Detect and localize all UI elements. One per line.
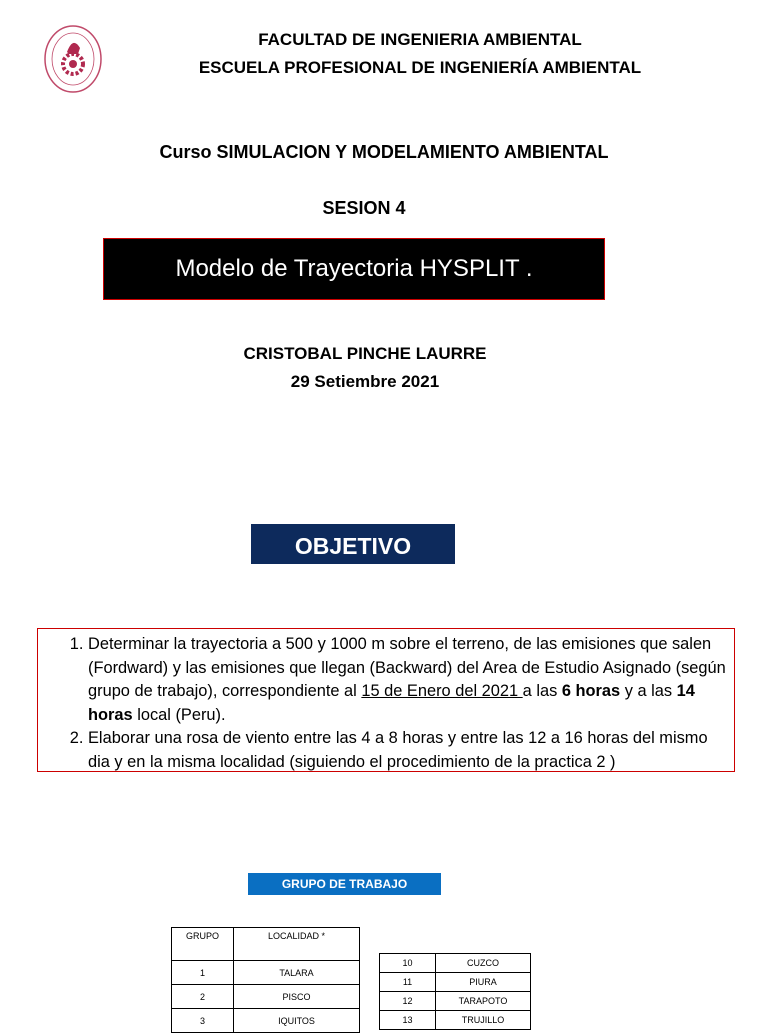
group-number: 2 (172, 985, 234, 1009)
table-row (380, 992, 531, 1011)
group-number: 12 (380, 992, 436, 1011)
group-locality: PISCO (234, 985, 360, 1009)
table-header-row (172, 928, 360, 961)
table-row (380, 1011, 531, 1030)
table-row (172, 961, 360, 985)
table-row (380, 973, 531, 992)
group-number: 3 (172, 1009, 234, 1033)
course-title (0, 142, 768, 163)
group-locality: PIURA (436, 973, 531, 992)
group-number: 1 (172, 961, 234, 985)
objectives-box (37, 628, 735, 772)
groups-table-2 (379, 953, 531, 1030)
objective-item-2: 2. Elaborar una rosa de viento entre las 4 a 8 horas y entre las 12 a 16 horas del mismo dia y en la misma localidad (siguiendo el procedimiento de la practica 2 ) (88, 727, 726, 774)
session-label: SESION 4 (322, 198, 406, 218)
group-number: 10 (380, 954, 436, 973)
group-locality: IQUITOS (234, 1009, 360, 1033)
groups-table-1 (171, 927, 360, 1033)
header-localidad: LOCALIDAD * (234, 928, 360, 961)
group-number: 11 (380, 973, 436, 992)
faculty-title: FACULTAD DE INGENIERIA AMBIENTAL (258, 30, 582, 49)
school-title: ESCUELA PROFESIONAL DE INGENIERÍA AMBIENTAL (198, 58, 642, 77)
presentation-date: 29 Setiembre 2021 (290, 372, 440, 391)
work-group-heading: GRUPO DE TRABAJO (248, 873, 441, 895)
header-grupo: GRUPO (172, 928, 234, 961)
group-locality: TALARA (234, 961, 360, 985)
table-row (380, 954, 531, 973)
group-locality: CUZCO (436, 954, 531, 973)
table-row (172, 985, 360, 1009)
group-locality: TARAPOTO (436, 992, 531, 1011)
author-name: CRISTOBAL PINCHE LAURRE (243, 344, 487, 363)
presentation-title: Modelo de Trayectoria HYSPLIT . (103, 238, 605, 300)
objective-item-1: 1. Determinar la trayectoria a 500 y 1000 m sobre el terreno, de las emisiones que salen (Fordward) y las emisiones que llegan (Backward) del Area de Estudio Asignado (según grupo de trabajo), correspondiente al 15 de Enero del 2021 a las 6 horas y a las 14 horas local (Peru). (88, 633, 726, 727)
course-name: SIMULACION Y MODELAMIENTO AMBIENTAL (216, 142, 609, 162)
objective-heading: OBJETIVO (251, 524, 455, 564)
course-prefix: Curso (159, 142, 212, 162)
group-locality: TRUJILLO (436, 1011, 531, 1030)
group-number: 13 (380, 1011, 436, 1030)
table-row (172, 1009, 360, 1033)
